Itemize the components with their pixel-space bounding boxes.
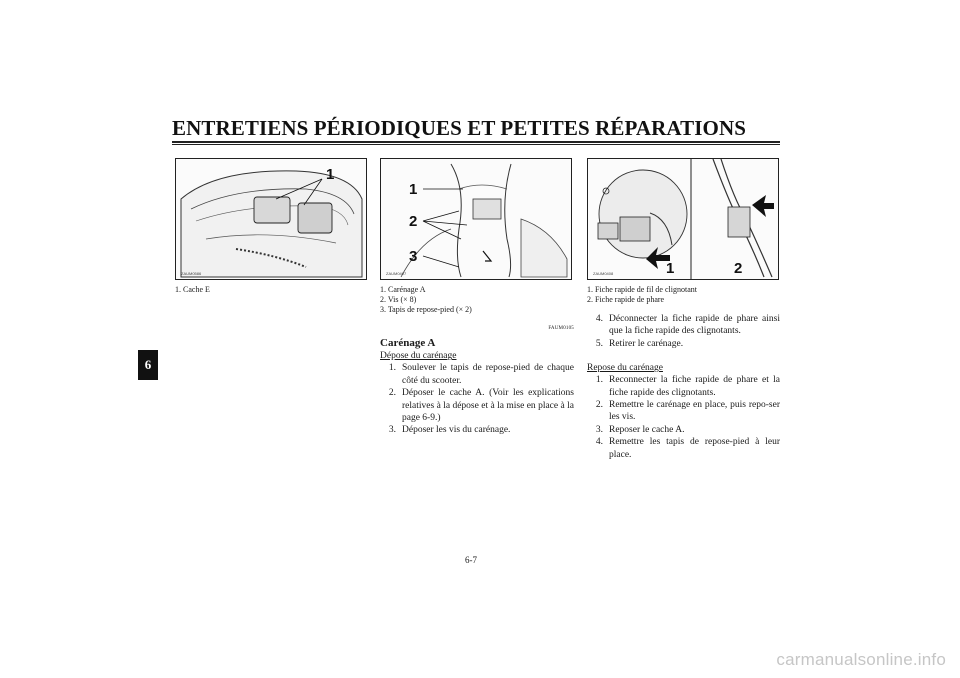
step-item bbox=[587, 424, 780, 436]
figure-carenage-a bbox=[380, 158, 572, 280]
watermark: carmanualsonline.info bbox=[776, 650, 946, 669]
header-divider-thin bbox=[172, 144, 780, 145]
figure-code: ZAUM0407 bbox=[386, 271, 407, 276]
figure-caption-list bbox=[175, 285, 365, 295]
illustration-cache-e bbox=[176, 159, 366, 279]
step-text: Remettre les tapis de repose-pied à leur place. bbox=[609, 437, 780, 460]
figure-fiches-rapides bbox=[587, 158, 779, 280]
caption-item: 1. Fiche rapide de fil de clignotant bbox=[587, 285, 697, 294]
step-number: 2. bbox=[595, 400, 603, 411]
step-item bbox=[587, 399, 780, 424]
step-number: 3. bbox=[595, 424, 603, 435]
step-item bbox=[587, 436, 780, 461]
subheading-depose: Dépose du carénage bbox=[380, 351, 457, 362]
subheading-repose: Repose du carénage bbox=[587, 363, 663, 374]
page-number: 6-7 bbox=[465, 555, 477, 565]
figure-code: ZAUM0586 bbox=[181, 271, 202, 276]
page-title: ENTRETIENS PÉRIODIQUES ET PETITES RÉPARATIONS bbox=[172, 116, 746, 140]
step-number: 1. bbox=[595, 375, 603, 386]
callout-2: 2 bbox=[734, 260, 743, 277]
step-item bbox=[587, 313, 780, 338]
step-item bbox=[587, 338, 780, 350]
caption-item: 2. Vis (× 8) bbox=[380, 295, 417, 304]
step-number: 4. bbox=[595, 437, 603, 448]
caption-item: 3. Tapis de repose-pied (× 2) bbox=[380, 305, 472, 314]
callout-3: 3 bbox=[409, 248, 418, 265]
caption-item: 1. Carénage A bbox=[380, 285, 426, 294]
step-item bbox=[587, 374, 780, 399]
reference-code: FAUM0105 bbox=[548, 326, 574, 331]
step-text: Déposer le cache A. (Voir les explications relatives à la dépose et à la mise en place à la page 6-9.) bbox=[402, 388, 574, 424]
section-heading: Carénage A bbox=[380, 337, 436, 350]
caption-item: 2. Fiche rapide de phare bbox=[587, 295, 665, 304]
illustration-carenage-a bbox=[381, 159, 571, 279]
step-number: 2. bbox=[388, 388, 396, 399]
step-text: Retirer le carénage. bbox=[609, 338, 684, 349]
figure-caption-list bbox=[587, 285, 780, 305]
step-text: Soulever le tapis de repose-pied de chaque côté du scooter. bbox=[402, 363, 574, 386]
step-number: 4. bbox=[595, 314, 603, 324]
step-number: 5. bbox=[595, 338, 603, 349]
header-divider bbox=[172, 141, 780, 143]
column-3 bbox=[587, 285, 780, 461]
callout-1: 1 bbox=[326, 166, 335, 183]
step-text: Remettre le carénage en place, puis repo-ser les vis. bbox=[609, 400, 780, 423]
callout-2: 2 bbox=[409, 213, 418, 230]
step-item bbox=[380, 387, 574, 424]
step-item bbox=[380, 362, 574, 387]
column-2 bbox=[380, 285, 574, 437]
chapter-tab: 6 bbox=[138, 350, 158, 380]
column-1 bbox=[175, 285, 365, 295]
step-text: Déposer les vis du carénage. bbox=[402, 425, 511, 436]
figure-caption-list bbox=[380, 285, 574, 315]
step-number: 1. bbox=[388, 363, 396, 374]
figure-code: ZAUM0408 bbox=[593, 271, 614, 276]
step-number: 3. bbox=[388, 425, 396, 436]
callout-1: 1 bbox=[409, 181, 418, 198]
step-text: Reconnecter la fiche rapide de phare et la fiche rapide des clignotants. bbox=[609, 375, 780, 398]
callout-1: 1 bbox=[666, 260, 675, 277]
illustration-fiches-rapides bbox=[588, 159, 778, 279]
figure-cache-e bbox=[175, 158, 367, 280]
step-item bbox=[380, 424, 574, 436]
step-text: Reposer le cache A. bbox=[609, 424, 685, 435]
step-text: Déconnecter la fiche rapide de phare ainsi que la fiche rapide des clignotants. bbox=[609, 314, 780, 337]
caption-item: 1. Cache E bbox=[175, 285, 210, 294]
